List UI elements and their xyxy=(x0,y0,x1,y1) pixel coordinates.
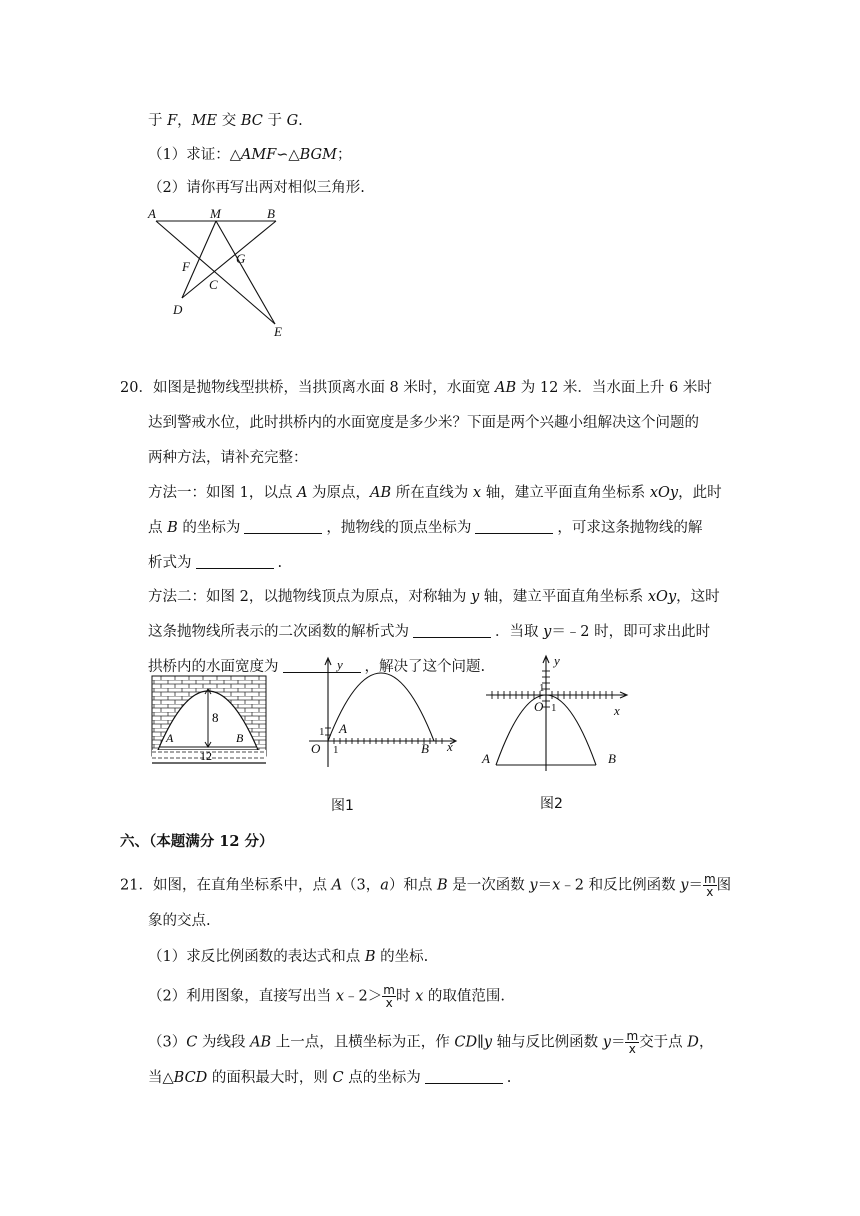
q20-line7: 方法二：如图 2，以抛物线顶点为原点，对称轴为 y 轴，建立平面直角坐标系 xOy，这时 xyxy=(148,589,720,605)
bridge-label-B: B xyxy=(236,731,244,745)
fig1-x-one: 1 xyxy=(333,744,339,756)
fig2-x-label: x xyxy=(614,703,620,718)
label-E: E xyxy=(274,324,282,339)
q20-line2: 达到警戒水位，此时拱桥内的水面宽度是多少米？下面是两个兴趣小组解决这个问题的 xyxy=(148,415,699,431)
q21-part3: （3）C 为线段 AB 上一点，且横坐标为正，作 CD∥y 轴与反比例函数 y＝ $\frac{m}{x}$ 交于点 D， xyxy=(148,1029,714,1056)
segment-BD xyxy=(182,221,276,298)
fig1-label-A: A xyxy=(339,721,347,736)
width-label: 12 xyxy=(200,749,212,763)
q21-part1: （1）求反比例函数的表达式和点 B 的坐标. xyxy=(148,949,429,965)
fig1-origin-label: O xyxy=(311,741,321,756)
label-F: F xyxy=(182,259,190,274)
answer-blank-expression-1[interactable] xyxy=(196,554,274,569)
fig2-y-label: y xyxy=(554,653,560,668)
fraction-m-over-x: $\frac{m}{x}$ xyxy=(383,983,395,1010)
figure-1 xyxy=(305,655,465,770)
q21-line1: 21．如图，在直角坐标系中，点 A（3，a）和点 B 是一次函数 y＝x﹣2 和反比例函数 y＝ $\frac{m}{x}$ 图 xyxy=(120,872,732,899)
fig2-origin-label: O xyxy=(534,699,544,714)
caption-figure-2: 图2 xyxy=(540,796,563,812)
section-6-heading: 六、（本题满分 12 分） xyxy=(120,833,274,850)
q20-line5: 点 B 的坐标为 ，抛物线的顶点坐标为 ，可求这条抛物线的解 xyxy=(148,520,703,536)
star-figure xyxy=(140,202,300,342)
fig2-x-one: 1 xyxy=(551,702,557,714)
q21-part3b: 当△BCD 的面积最大时，则 C 点的坐标为 . xyxy=(148,1070,512,1086)
figure-2 xyxy=(478,653,638,773)
q20-line9: 拱桥内的水面宽度为 ，解决了这个问题. xyxy=(148,659,486,675)
q19-part1: （1）求证：△AMF∽△BGM； xyxy=(148,147,352,163)
bridge-figure xyxy=(150,672,270,772)
label-B: B xyxy=(267,206,275,221)
answer-blank-expression-2[interactable] xyxy=(413,623,491,638)
fraction-m-over-x: $\frac{m}{x}$ xyxy=(626,1029,639,1056)
bridge-label-A: A xyxy=(166,731,174,745)
q20-line6: 析式为 . xyxy=(148,555,283,571)
label-A: A xyxy=(148,206,156,221)
q21-part2: （2）利用图象，直接写出当 x﹣2＞ $\frac{m}{x}$ 时 x 的取值范围. xyxy=(148,983,505,1010)
q19-line-top: 于 F，ME 交 BC 于 G. xyxy=(148,113,303,129)
answer-blank-B-coord[interactable] xyxy=(244,519,322,534)
label-M: M xyxy=(210,206,221,221)
segment-ME xyxy=(216,221,275,324)
fraction-m-over-x: $\frac{m}{x}$ xyxy=(703,872,716,899)
label-C: C xyxy=(209,277,218,292)
q20-line8: 这条抛物线所表示的二次函数的解析式为 ．当取 y＝﹣2 时，即可求出此时 xyxy=(148,624,711,640)
fig1-y-one: 1 xyxy=(319,726,325,738)
fig1-label-B: B xyxy=(421,741,429,756)
q20-line3: 两种方法，请补充完整： xyxy=(148,450,308,466)
fig2-y-one: 1 xyxy=(539,682,545,694)
fig2-label-B: B xyxy=(608,751,616,766)
fig1-y-label: y xyxy=(337,657,343,672)
q20-line1: 20．如图是抛物线型拱桥，当拱顶离水面 8 米时，水面宽 AB 为 12 米．当水面上升 6 米时 xyxy=(120,380,712,396)
q19-part2: （2）请你再写出两对相似三角形. xyxy=(148,180,365,196)
q20-line4: 方法一：如图 1，以点 A 为原点，AB 所在直线为 x 轴，建立平面直角坐标系 xOy，此时 xyxy=(148,485,722,501)
height-label: 8 xyxy=(212,710,219,725)
caption-figure-1: 图1 xyxy=(331,798,354,814)
answer-blank-vertex[interactable] xyxy=(475,519,553,534)
answer-blank-C-coord[interactable] xyxy=(425,1069,503,1084)
label-D: D xyxy=(173,302,183,317)
fig2-label-A: A xyxy=(482,751,490,766)
label-G: G xyxy=(236,251,246,266)
q21-line2: 象的交点. xyxy=(148,913,211,929)
fig1-x-label: x xyxy=(447,739,453,754)
